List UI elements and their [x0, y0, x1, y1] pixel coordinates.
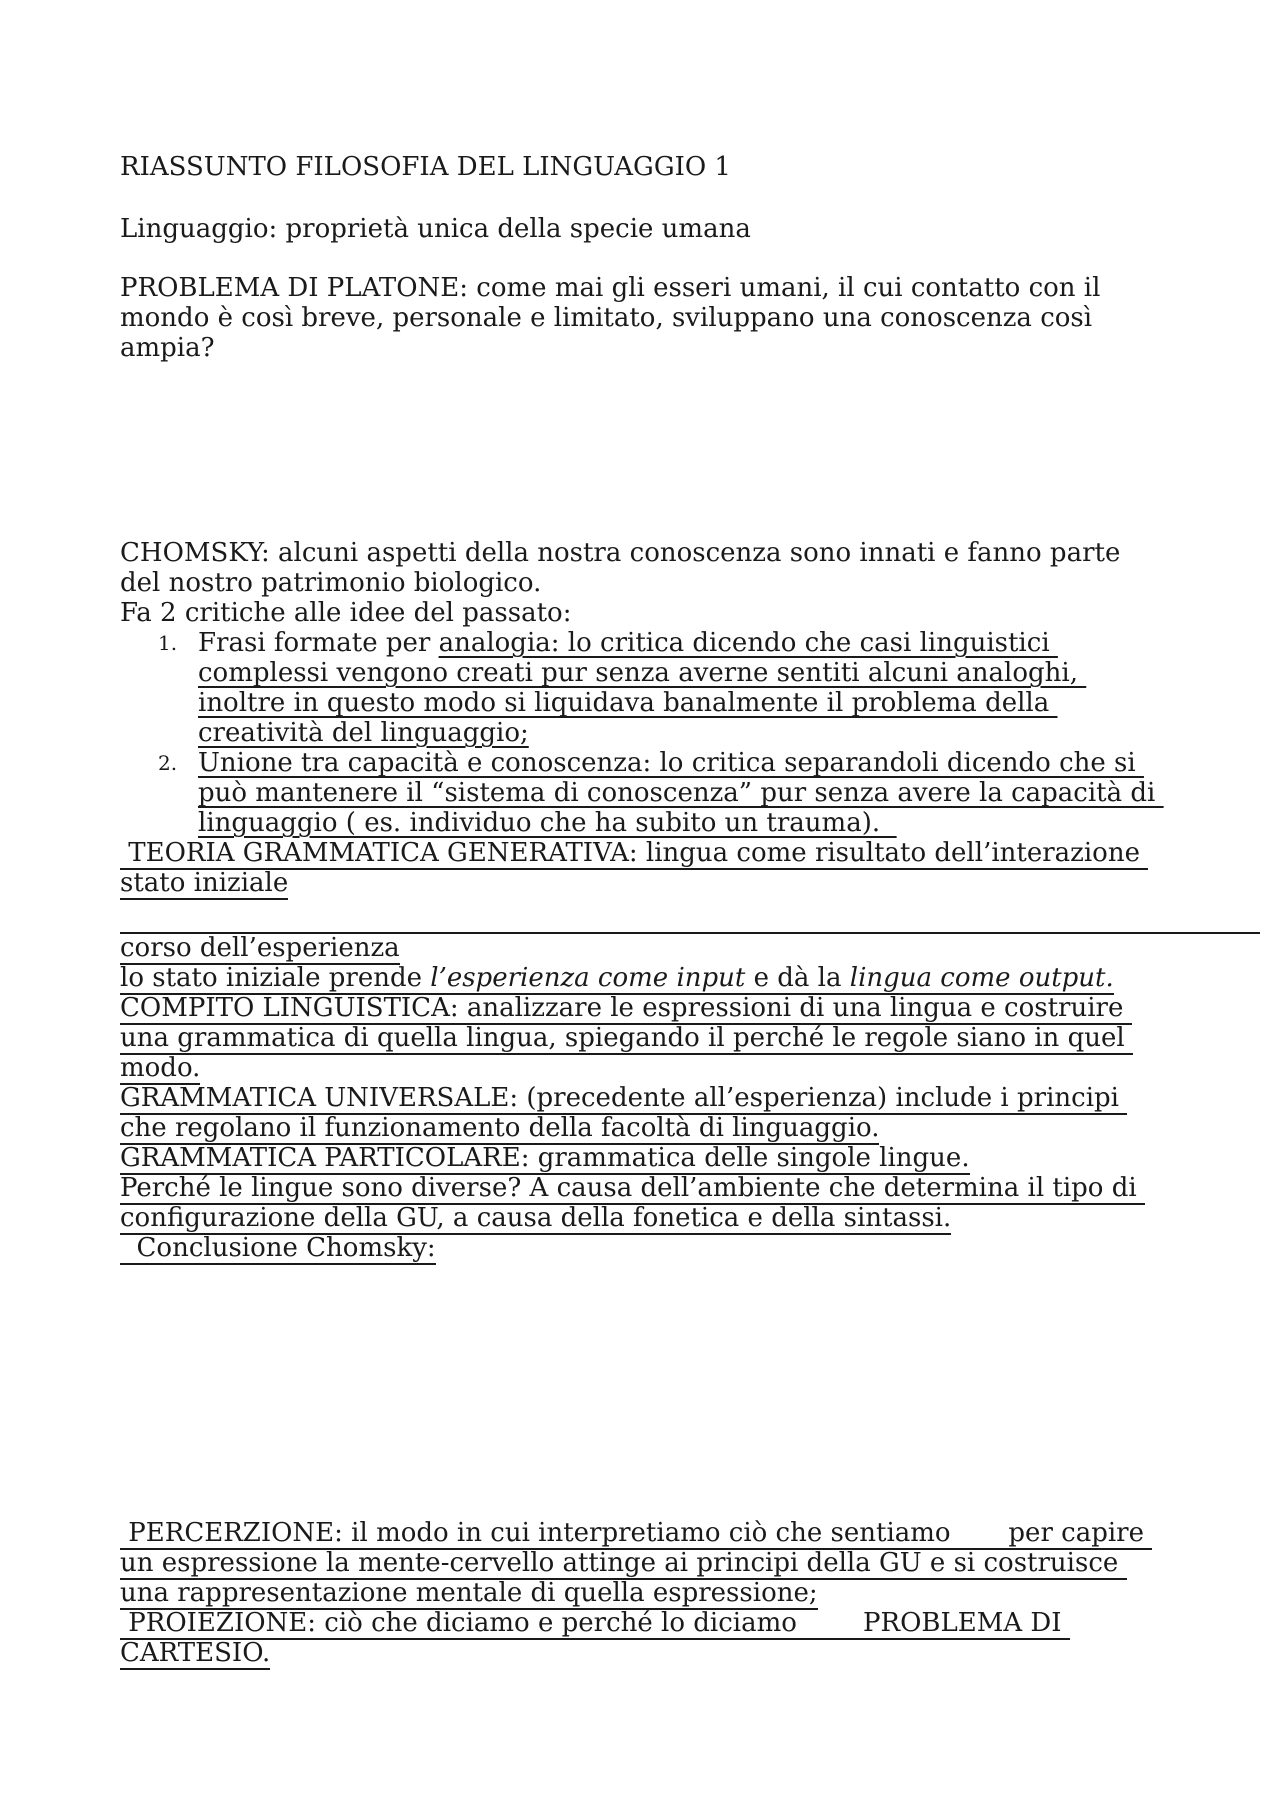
percezione-section — [120, 1518, 1152, 1668]
underlined-text: una grammatica di quella lingua, spiegando il perché le regole siano in quel — [120, 1023, 1133, 1053]
text-span: Frasi formate per — [198, 628, 439, 658]
text-line — [120, 993, 1145, 1023]
teoria-line — [120, 838, 1164, 868]
underlined-text: TEORIA GRAMMATICA GENERATIVA: lingua come risultato dell’interazione — [120, 838, 1149, 868]
teoria-line — [120, 868, 1164, 898]
text-line — [120, 1113, 1145, 1143]
emphasis-text: l’esperienza come input — [430, 963, 746, 993]
intro-text: Linguaggio: proprietà unica della specie umana — [120, 214, 751, 244]
underlined-text: un espressione la mente-cervello attinge ai principi della GU e si costruisce — [120, 1548, 1127, 1578]
list-item — [120, 748, 1164, 838]
underlined-line: linguaggio ( es. individuo che ha subito un trauma). — [198, 808, 897, 838]
text-line — [120, 1023, 1145, 1053]
list-number: 2. — [158, 751, 178, 775]
text-line: CHOMSKY: alcuni aspetti della nostra conoscenza sono innati e fanno parte — [120, 538, 1121, 568]
text-line: PROBLEMA DI PLATONE: come mai gli esseri umani, il cui contatto con il — [120, 273, 1101, 303]
text-line: del nostro patrimonio biologico. — [120, 568, 542, 598]
intro-paragraph — [120, 214, 751, 244]
underlined-text: una rappresentazione mentale di quella espressione; — [120, 1578, 818, 1608]
list-item — [120, 628, 1164, 748]
underlined-text: stato iniziale — [120, 868, 289, 898]
title-text: RIASSUNTO FILOSOFIA DEL LINGUAGGIO 1 — [120, 152, 731, 182]
underlined-line: inoltre in questo modo si liquidava banalmente il problema della — [198, 688, 1058, 718]
text-line — [120, 1053, 1145, 1083]
text-line — [120, 1233, 1145, 1263]
underlined-line: creatività del linguaggio; — [198, 718, 529, 748]
underlined-text: GRAMMATICA UNIVERSALE: (precedente all’esperienza) include i principi — [120, 1083, 1128, 1113]
underlined-text: modo. — [120, 1053, 201, 1083]
text-span: e dà la — [745, 963, 850, 993]
platone-paragraph — [120, 273, 1100, 363]
underlined-text: CARTESIO. — [120, 1638, 271, 1668]
underlined-line: complessi vengono creati pur senza averne sentiti alcuni analoghi, — [198, 658, 1087, 688]
underlined-text: Perché le lingue sono diverse? A causa dell’ambiente che determina il tipo di — [120, 1173, 1145, 1203]
text-line: Fa 2 critiche alle idee del passato: — [120, 598, 572, 628]
underlined-text: analogia: lo critica dicendo che casi linguistici — [438, 628, 1058, 658]
text-line — [120, 1143, 1145, 1173]
emphasis-text: lingua come output. — [849, 963, 1114, 993]
text-line: mondo è così breve, personale e limitato, sviluppano una conoscenza così — [120, 303, 1093, 333]
list-number: 1. — [158, 631, 178, 655]
text-line — [120, 1518, 1152, 1548]
text-line — [120, 1173, 1145, 1203]
text-line — [120, 1083, 1145, 1113]
criticism-list — [120, 628, 1164, 838]
text-line — [120, 1578, 1152, 1608]
underlined-text: configurazione della GU, a causa della fonetica e della sintassi. — [120, 1203, 952, 1233]
underlined-text: che regolano il funzionamento della facoltà di linguaggio. — [120, 1113, 880, 1143]
text-line — [120, 1203, 1145, 1233]
document-title — [120, 152, 731, 182]
text-span: lo stato iniziale prende — [120, 963, 431, 993]
grammar-section — [120, 933, 1145, 1263]
output-line — [120, 963, 1145, 993]
chomsky-section — [120, 538, 1164, 898]
underlined-line: può mantenere il “sistema di conoscenza” pur senza avere la capacità di — [198, 778, 1164, 808]
text-line — [120, 1548, 1152, 1578]
underlined-text: PROIEZIONE: ciò che diciamo e perché lo diciamo PROBLEMA DI — [120, 1608, 1070, 1638]
underlined-text: Conclusione Chomsky: — [120, 1233, 436, 1263]
underlined-text: GRAMMATICA PARTICOLARE: grammatica delle singole lingue. — [120, 1143, 970, 1173]
underlined-text: COMPITO LINGUISTICA: analizzare le espressioni di una lingua e costruire — [120, 993, 1132, 1023]
underlined-text: corso dell’esperienza — [120, 933, 400, 963]
text-line — [120, 1638, 1152, 1668]
text-line: ampia? — [120, 333, 215, 363]
esperienza-line — [120, 933, 1145, 963]
underlined-text: PERCERZIONE: il modo in cui interpretiamo ciò che sentiamo per capire — [120, 1518, 1153, 1548]
text-line — [120, 1608, 1152, 1638]
underlined-text: Unione tra capacità e conoscenza: lo critica separandoli dicendo che si — [198, 748, 1144, 778]
